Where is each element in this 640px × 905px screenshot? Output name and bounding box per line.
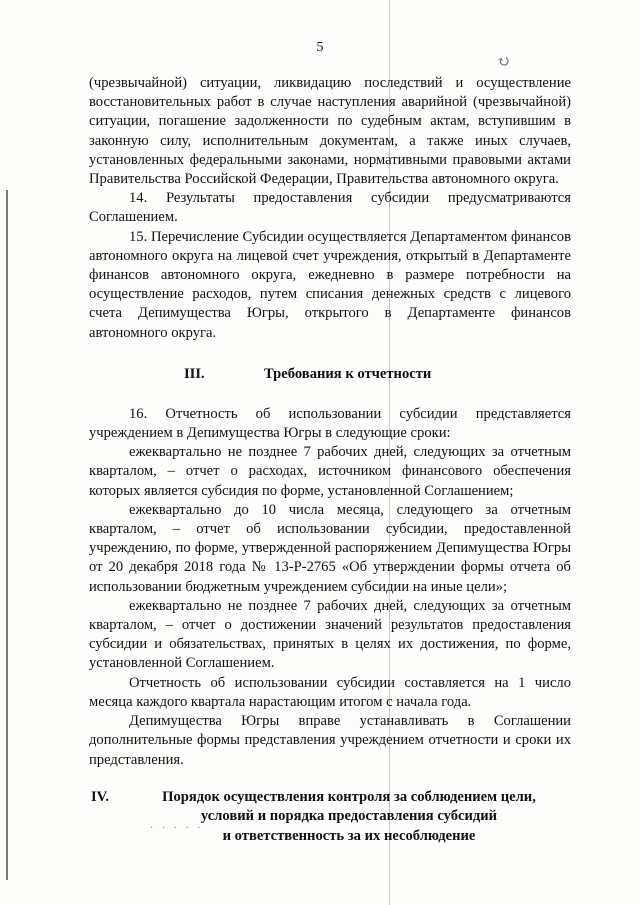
- scan-edge-mark: [6, 190, 8, 880]
- paragraph-16-item-2: ежеквартально до 10 числа месяца, следующего за отчетным кварталом, – отчет об использовании субсидии, предоставленной учреждению, по форме, утвержденной распоряжением Депимущества Югры от 20 декабря 2018 года № 13-Р-2765 «Об утверждении формы отчета об использовании бюджетным учреждением субсидии на иные цели»;: [89, 501, 571, 595]
- paragraph-16-extra: Депимущества Югры вправе устанавливать в Соглашении дополнительные формы представления учреждением отчетности и сроки их представления.: [89, 713, 571, 768]
- document-body: [89, 74, 571, 848]
- page-number: 5: [316, 40, 324, 55]
- scan-noise-dots: · · · · ·: [150, 823, 204, 834]
- paragraph-16: 16. Отчетность об использовании субсидии представляется учреждением в Депимущества Югры в следующие сроки:: [89, 405, 571, 442]
- paragraph-16-item-1: ежеквартально не позднее 7 рабочих дней, следующих за отчетным кварталом, – отчет о расходах, источником финансового обеспечения которых является субсидия по форме, установленной Соглашением;: [89, 444, 571, 499]
- section-4-title-line: условий и порядка предоставления субсидий: [200, 808, 498, 825]
- section-4-title-line: Порядок осуществления контроля за соблюдением цели,: [162, 788, 536, 805]
- section-3-title: Требования к отчетности: [264, 365, 432, 382]
- paragraph-15: 15. Перечисление Субсидии осуществляется Департаментом финансов автономного округа на лицевой счет учреждения, открытый в Департаменте финансов автономного округа, ежедневно в размере потребности на осуществление расходов, путем списания денежных средств с лицевого счета Депимущества Югры, открытого в Департаменте финансов автономного округа.: [89, 228, 571, 341]
- section-3-number: III.: [184, 365, 205, 382]
- section-4-title-line: и ответственность за их несоблюдение: [222, 827, 476, 844]
- section-4-number: IV.: [91, 788, 109, 805]
- paragraph-16-item-3: ежеквартально не позднее 7 рабочих дней, следующих за отчетным кварталом, – отчет о достижении значений результатов предоставления субсидии и обязательствах, принятых в целях их достижения, по форме, установленной Соглашением.: [89, 597, 571, 672]
- section-3-heading: [89, 365, 571, 385]
- section-4-title: [129, 788, 569, 847]
- section-4-heading: [89, 788, 571, 848]
- handwritten-mark-icon: ↻: [494, 52, 514, 73]
- paragraph-14: 14. Результаты предоставления субсидии предусматриваются Соглашением.: [89, 190, 571, 226]
- paragraph-continuation: (чрезвычайной) ситуации, ликвидацию последствий и осуществление восстановительных работ в случае наступления аварийной (чрезвычайной) ситуации, погашение задолженности по судебным актам, вступившим в законную силу, исполнительным документам, а также иных случаев, установленных федеральными законами, нормативными правовыми актами Правительства Российской Федерации, Правительства автономного округа.: [89, 75, 571, 188]
- paragraph-16-note: Отчетность об использовании субсидии составляется на 1 число месяца каждого квартала нарастающим итогом с начала года.: [89, 674, 571, 710]
